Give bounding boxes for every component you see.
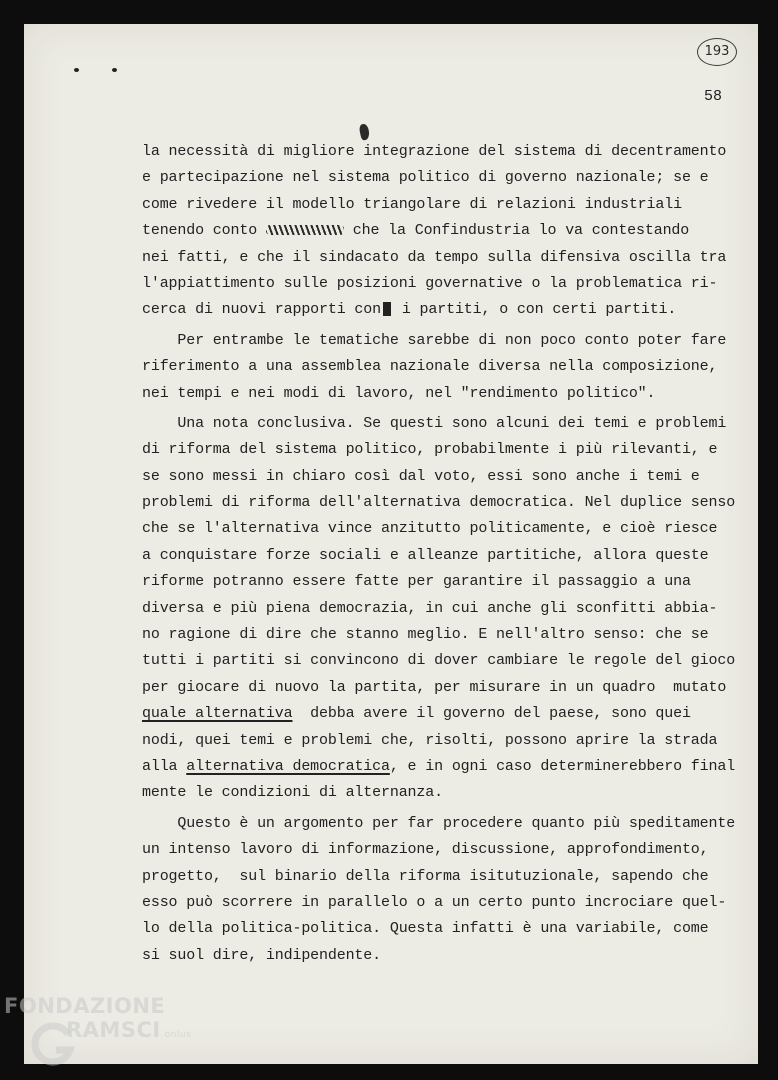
text-fragment: che la Confindustria lo va contestando [343,222,690,240]
text-line [142,701,742,727]
text-line [142,297,742,323]
text-line: progetto, sul binario della riforma isitutuzionale, sapendo che [142,867,709,885]
text-line: nei tempi e nei modi di lavoro, nel "rendimento politico". [142,384,656,402]
document-body [142,139,742,969]
page-number: 58 [704,88,723,105]
text-fragment: , e in ogni caso determinerebbero final [389,757,736,775]
underlined-phrase: quale alternativa [142,705,293,723]
text-line [142,218,742,244]
crossed-out-word [266,225,344,235]
text-line: diversa e più piena democrazia, in cui anche gli sconfitti abbia- [142,599,718,617]
text-line: nodi, quei temi e problemi che, risolti, possono aprire la strada [142,731,718,749]
text-line: nei fatti, e che il sindacato da tempo sulla difensiva oscilla tra [142,248,727,266]
document-page [24,24,758,1064]
watermark-line2: RAMSCI [66,1018,161,1042]
text-line: lo della politica-politica. Questa infatti è una variabile, come [142,920,709,938]
text-line: si suol dire, indipendente. [142,946,381,964]
text-line: per giocare di nuovo la partita, per misurare in un quadro mutato [142,678,727,696]
underlined-phrase: alternativa democratica [186,757,390,775]
watermark-line1: FONDAZIONE [4,994,166,1018]
text-line: Una nota conclusiva. Se questi sono alcuni dei temi e problemi [142,414,727,432]
text-fragment: cerca di nuovi rapporti con [142,301,381,319]
text-line: di riforma del sistema politico, probabilmente i più rilevanti, e [142,441,718,459]
watermark-g-icon [30,1022,76,1068]
ink-blot [383,302,391,316]
text-line: un intenso lavoro di informazione, discussione, approfondimento, [142,841,709,859]
text-line: no ragione di dire che stanno meglio. E nell'altro senso: che se [142,626,709,644]
text-fragment: tenendo conto [142,222,266,240]
text-fragment: i partiti, o con certi partiti. [393,301,677,319]
watermark-logo [4,994,192,1042]
text-line: riforme potranno essere fatte per garantire il passaggio a una [142,573,691,591]
punch-hole [112,68,117,72]
text-line: esso può scorrere in parallelo o a un certo punto incrociare quel- [142,893,727,911]
text-line [142,754,742,780]
text-line: che se l'alternativa vince anzitutto politicamente, e cioè riesce [142,520,718,538]
text-line: Per entrambe le tematiche sarebbe di non poco conto poter fare [142,331,727,349]
folio-stamp: 193 [697,38,737,66]
text-line: l'appiattimento sulle posizioni governative o la problematica ri- [142,274,718,292]
text-line: Questo è un argomento per far procedere quanto più speditamente [142,814,736,832]
text-line: a conquistare forze sociali e alleanze partitiche, allora queste [142,546,709,564]
text-line: problemi di riforma dell'alternativa democratica. Nel duplice senso [142,494,736,512]
punch-hole [74,68,79,72]
text-line: se sono messi in chiaro così dal voto, essi sono anche i temi e [142,467,700,485]
text-line: mente le condizioni di alternanza. [142,784,443,802]
text-line: come rivedere il modello triangolare di relazioni industriali [142,195,682,213]
text-line: e partecipazione nel sistema politico di governo nazionale; se e [142,169,709,187]
text-line: la necessità di migliore integrazione del sistema di decentramento [142,143,727,160]
text-fragment: debba avere il governo del paese, sono quei [292,705,691,723]
text-line: riferimento a una assemblea nazionale diversa nella composizione, [142,358,718,376]
watermark-suffix: onlus [164,1030,192,1040]
text-line: tutti i partiti si convincono di dover cambiare le regole del gioco [142,652,736,670]
text-fragment: alla [142,757,187,775]
